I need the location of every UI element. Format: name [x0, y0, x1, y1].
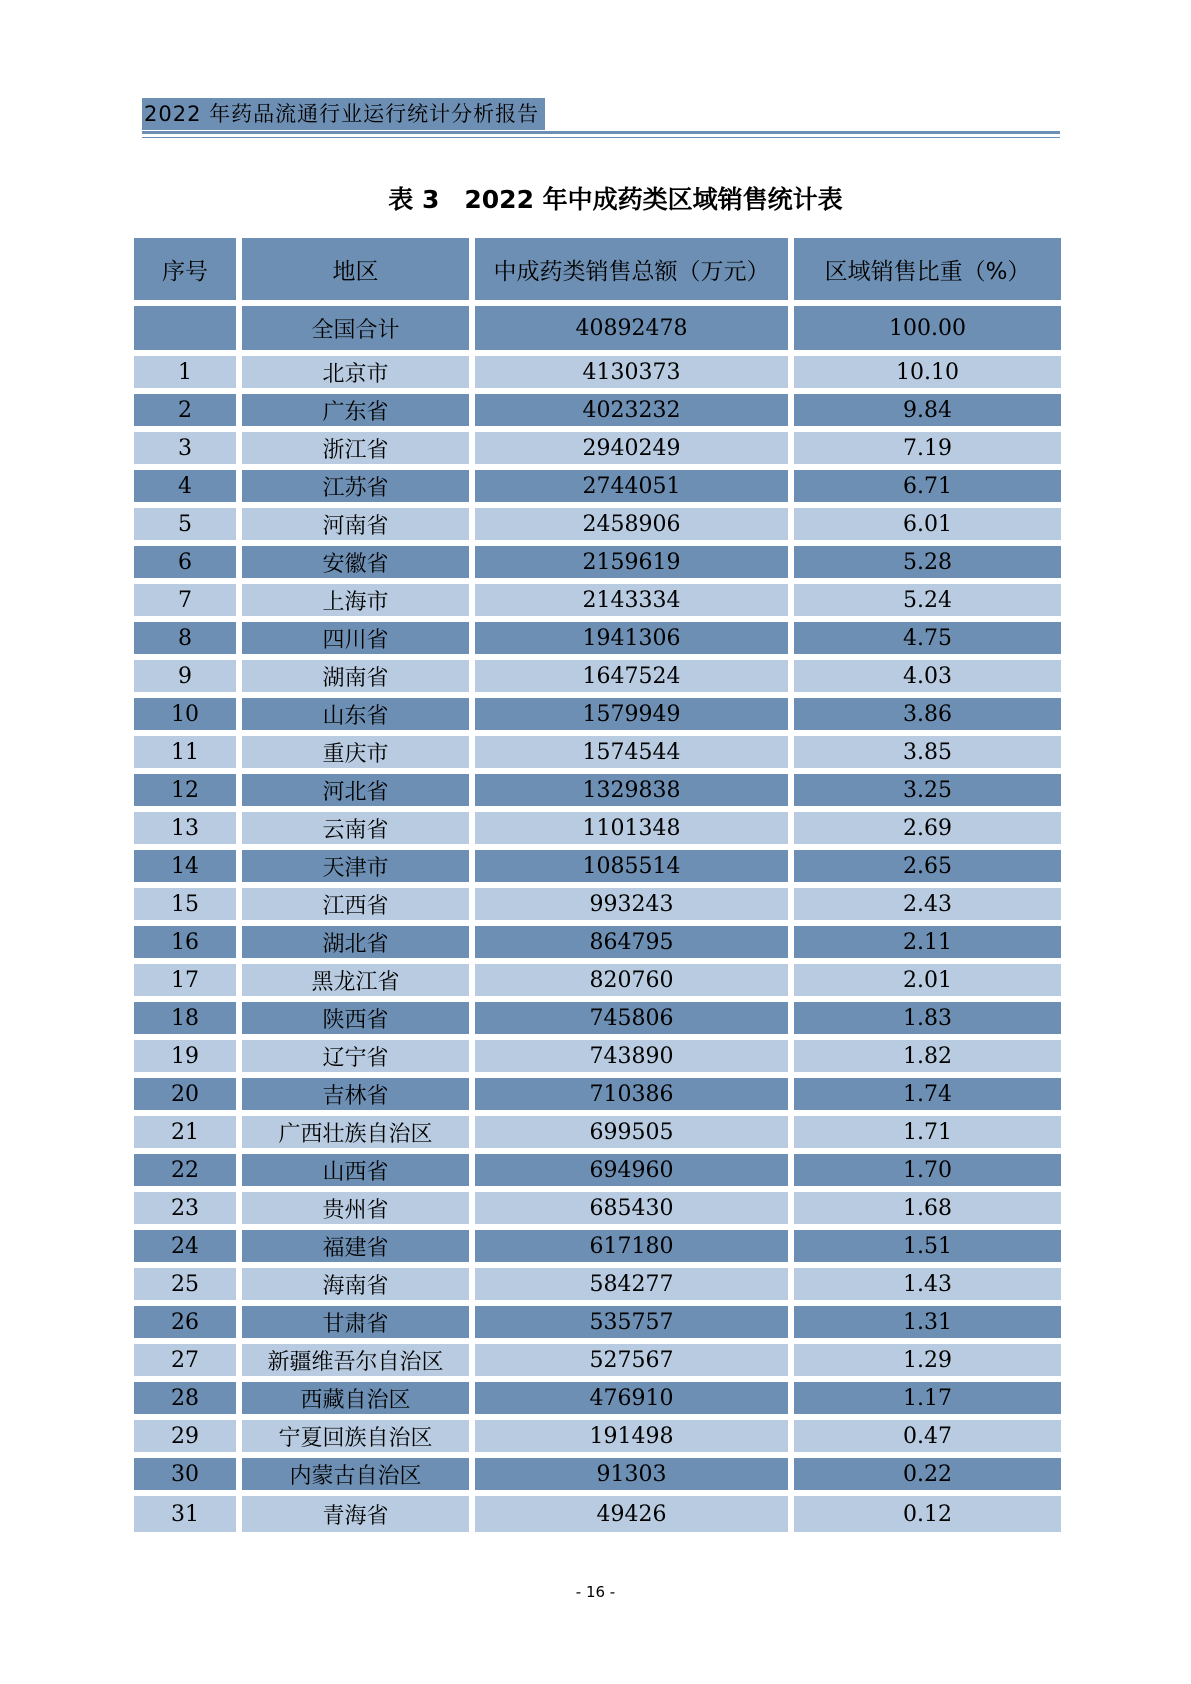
- row-region-cell: 河南省: [242, 508, 469, 540]
- row-share-cell: 10.10: [794, 356, 1061, 388]
- row-index-cell: 18: [134, 1002, 236, 1034]
- row-index-cell: 13: [134, 812, 236, 844]
- row-index-cell: 19: [134, 1040, 236, 1072]
- row-region-cell: 上海市: [242, 584, 469, 616]
- row-sales-cell: 694960: [475, 1154, 788, 1186]
- total-region-cell: 全国合计: [242, 306, 469, 350]
- row-share-cell: 2.01: [794, 964, 1061, 996]
- running-header: 2022 年药品流通行业运行统计分析报告: [142, 98, 545, 130]
- table-row: [134, 1192, 1061, 1224]
- row-index-cell: 3: [134, 432, 236, 464]
- row-region-cell: 吉林省: [242, 1078, 469, 1110]
- row-index-cell: 31: [134, 1496, 236, 1532]
- row-share-cell: 1.31: [794, 1306, 1061, 1338]
- row-share-cell: 6.71: [794, 470, 1061, 502]
- row-index-cell: 22: [134, 1154, 236, 1186]
- table-row: [134, 1268, 1061, 1300]
- row-region-cell: 广东省: [242, 394, 469, 426]
- row-index-cell: 25: [134, 1268, 236, 1300]
- row-share-cell: 1.82: [794, 1040, 1061, 1072]
- row-region-cell: 北京市: [242, 356, 469, 388]
- table-row: [134, 584, 1061, 616]
- row-share-cell: 3.86: [794, 698, 1061, 730]
- row-region-cell: 河北省: [242, 774, 469, 806]
- table-row: [134, 1496, 1061, 1532]
- row-share-cell: 2.11: [794, 926, 1061, 958]
- table-row: [134, 1116, 1061, 1148]
- row-region-cell: 新疆维吾尔自治区: [242, 1344, 469, 1376]
- row-region-cell: 重庆市: [242, 736, 469, 768]
- table-row: [134, 1458, 1061, 1490]
- row-share-cell: 1.68: [794, 1192, 1061, 1224]
- row-index-cell: 8: [134, 622, 236, 654]
- row-sales-cell: 1579949: [475, 698, 788, 730]
- row-share-cell: 0.22: [794, 1458, 1061, 1490]
- row-share-cell: 1.83: [794, 1002, 1061, 1034]
- row-share-cell: 6.01: [794, 508, 1061, 540]
- table-row: [134, 356, 1061, 388]
- table-header-row: [134, 238, 1061, 300]
- row-index-cell: 14: [134, 850, 236, 882]
- row-index-cell: 30: [134, 1458, 236, 1490]
- row-region-cell: 天津市: [242, 850, 469, 882]
- row-sales-cell: 584277: [475, 1268, 788, 1300]
- table-title: 表 3 2022 年中成药类区域销售统计表: [388, 185, 843, 214]
- row-share-cell: 0.47: [794, 1420, 1061, 1452]
- row-share-cell: 1.71: [794, 1116, 1061, 1148]
- table-row: [134, 470, 1061, 502]
- header-rule-thin: [142, 137, 1060, 138]
- column-header-sales: 中成药类销售总额（万元）: [475, 238, 788, 300]
- table-row: [134, 698, 1061, 730]
- row-share-cell: 9.84: [794, 394, 1061, 426]
- row-index-cell: 27: [134, 1344, 236, 1376]
- row-sales-cell: 476910: [475, 1382, 788, 1414]
- column-header-share: 区域销售比重（%）: [794, 238, 1061, 300]
- row-index-cell: 12: [134, 774, 236, 806]
- row-region-cell: 江西省: [242, 888, 469, 920]
- row-region-cell: 黑龙江省: [242, 964, 469, 996]
- row-index-cell: 26: [134, 1306, 236, 1338]
- table-row: [134, 660, 1061, 692]
- row-region-cell: 陕西省: [242, 1002, 469, 1034]
- row-sales-cell: 1101348: [475, 812, 788, 844]
- table-row: [134, 812, 1061, 844]
- row-index-cell: 24: [134, 1230, 236, 1262]
- row-sales-cell: 2159619: [475, 546, 788, 578]
- table-row: [134, 508, 1061, 540]
- table-row: [134, 432, 1061, 464]
- row-sales-cell: 191498: [475, 1420, 788, 1452]
- row-sales-cell: 1329838: [475, 774, 788, 806]
- row-sales-cell: 617180: [475, 1230, 788, 1262]
- table-row: [134, 1382, 1061, 1414]
- row-sales-cell: 2458906: [475, 508, 788, 540]
- total-index-cell: [134, 306, 236, 350]
- row-index-cell: 16: [134, 926, 236, 958]
- column-header-index: 序号: [134, 238, 236, 300]
- row-sales-cell: 1647524: [475, 660, 788, 692]
- row-region-cell: 甘肃省: [242, 1306, 469, 1338]
- row-index-cell: 15: [134, 888, 236, 920]
- row-sales-cell: 685430: [475, 1192, 788, 1224]
- row-region-cell: 四川省: [242, 622, 469, 654]
- row-share-cell: 1.29: [794, 1344, 1061, 1376]
- row-region-cell: 湖南省: [242, 660, 469, 692]
- row-region-cell: 湖北省: [242, 926, 469, 958]
- row-share-cell: 7.19: [794, 432, 1061, 464]
- row-index-cell: 9: [134, 660, 236, 692]
- row-index-cell: 23: [134, 1192, 236, 1224]
- row-region-cell: 安徽省: [242, 546, 469, 578]
- row-sales-cell: 2143334: [475, 584, 788, 616]
- header-rule-thick: [142, 131, 1060, 134]
- table-row: [134, 1078, 1061, 1110]
- table-total-row: [134, 306, 1061, 350]
- row-share-cell: 1.70: [794, 1154, 1061, 1186]
- row-sales-cell: 1085514: [475, 850, 788, 882]
- row-region-cell: 江苏省: [242, 470, 469, 502]
- table-row: [134, 394, 1061, 426]
- row-sales-cell: 4023232: [475, 394, 788, 426]
- row-index-cell: 17: [134, 964, 236, 996]
- row-region-cell: 西藏自治区: [242, 1382, 469, 1414]
- row-sales-cell: 2940249: [475, 432, 788, 464]
- table-row: [134, 622, 1061, 654]
- row-share-cell: 4.03: [794, 660, 1061, 692]
- total-sales-cell: 40892478: [475, 306, 788, 350]
- row-sales-cell: 710386: [475, 1078, 788, 1110]
- row-share-cell: 3.85: [794, 736, 1061, 768]
- table-row: [134, 1230, 1061, 1262]
- row-region-cell: 贵州省: [242, 1192, 469, 1224]
- row-sales-cell: 49426: [475, 1496, 788, 1532]
- row-share-cell: 2.65: [794, 850, 1061, 882]
- row-sales-cell: 745806: [475, 1002, 788, 1034]
- row-share-cell: 2.69: [794, 812, 1061, 844]
- table-row: [134, 1306, 1061, 1338]
- row-index-cell: 10: [134, 698, 236, 730]
- row-sales-cell: 535757: [475, 1306, 788, 1338]
- total-share-cell: 100.00: [794, 306, 1061, 350]
- table-row: [134, 1420, 1061, 1452]
- row-index-cell: 5: [134, 508, 236, 540]
- row-sales-cell: 820760: [475, 964, 788, 996]
- row-sales-cell: 699505: [475, 1116, 788, 1148]
- row-sales-cell: 993243: [475, 888, 788, 920]
- row-region-cell: 山东省: [242, 698, 469, 730]
- page-number: - 16 -: [575, 1583, 616, 1601]
- row-share-cell: 5.24: [794, 584, 1061, 616]
- row-region-cell: 山西省: [242, 1154, 469, 1186]
- table-row: [134, 1002, 1061, 1034]
- row-sales-cell: 2744051: [475, 470, 788, 502]
- row-region-cell: 广西壮族自治区: [242, 1116, 469, 1148]
- row-share-cell: 5.28: [794, 546, 1061, 578]
- row-sales-cell: 4130373: [475, 356, 788, 388]
- row-index-cell: 6: [134, 546, 236, 578]
- table-row: [134, 1154, 1061, 1186]
- table-row: [134, 888, 1061, 920]
- row-index-cell: 28: [134, 1382, 236, 1414]
- table-row: [134, 774, 1061, 806]
- row-index-cell: 7: [134, 584, 236, 616]
- row-index-cell: 20: [134, 1078, 236, 1110]
- table-row: [134, 1344, 1061, 1376]
- row-share-cell: 4.75: [794, 622, 1061, 654]
- table-row: [134, 736, 1061, 768]
- row-share-cell: 2.43: [794, 888, 1061, 920]
- row-index-cell: 1: [134, 356, 236, 388]
- table-row: [134, 1040, 1061, 1072]
- table-row: [134, 546, 1061, 578]
- row-region-cell: 云南省: [242, 812, 469, 844]
- row-sales-cell: 91303: [475, 1458, 788, 1490]
- row-sales-cell: 527567: [475, 1344, 788, 1376]
- row-share-cell: 3.25: [794, 774, 1061, 806]
- table-body: [134, 356, 1061, 1532]
- row-share-cell: 1.51: [794, 1230, 1061, 1262]
- table-row: [134, 926, 1061, 958]
- table-row: [134, 850, 1061, 882]
- row-region-cell: 浙江省: [242, 432, 469, 464]
- sales-table: [134, 238, 1061, 1538]
- row-sales-cell: 864795: [475, 926, 788, 958]
- row-sales-cell: 1941306: [475, 622, 788, 654]
- row-region-cell: 辽宁省: [242, 1040, 469, 1072]
- row-index-cell: 21: [134, 1116, 236, 1148]
- row-index-cell: 4: [134, 470, 236, 502]
- table-row: [134, 964, 1061, 996]
- row-share-cell: 1.43: [794, 1268, 1061, 1300]
- row-region-cell: 海南省: [242, 1268, 469, 1300]
- row-region-cell: 宁夏回族自治区: [242, 1420, 469, 1452]
- row-share-cell: 1.17: [794, 1382, 1061, 1414]
- row-sales-cell: 743890: [475, 1040, 788, 1072]
- row-index-cell: 29: [134, 1420, 236, 1452]
- row-region-cell: 内蒙古自治区: [242, 1458, 469, 1490]
- column-header-region: 地区: [242, 238, 469, 300]
- row-index-cell: 2: [134, 394, 236, 426]
- row-region-cell: 福建省: [242, 1230, 469, 1262]
- row-share-cell: 0.12: [794, 1496, 1061, 1532]
- row-index-cell: 11: [134, 736, 236, 768]
- row-sales-cell: 1574544: [475, 736, 788, 768]
- row-share-cell: 1.74: [794, 1078, 1061, 1110]
- row-region-cell: 青海省: [242, 1496, 469, 1532]
